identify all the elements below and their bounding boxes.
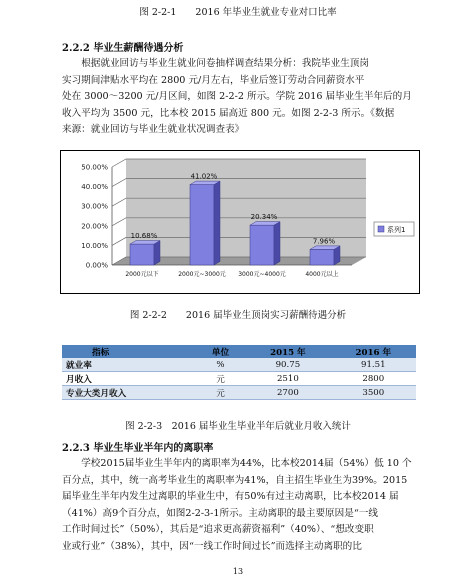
legend-swatch <box>378 226 384 232</box>
section-2-2-2-paragraph <box>62 56 418 139</box>
y-tick-label: 50.00% <box>81 163 108 172</box>
x-tick-label: 4000元以上 <box>305 271 339 278</box>
table-cell: 90.75 <box>245 358 330 372</box>
figure-2-2-3-caption: 图 2-2-3 2016 届毕业生毕业半年后就业月收入统计 <box>125 421 351 432</box>
bar-front <box>310 249 334 265</box>
table-row <box>62 372 416 386</box>
income-statistics-table <box>62 345 416 400</box>
bar-front <box>250 225 274 265</box>
table-header-cell: 指标 <box>62 345 196 358</box>
y-tick-label: 30.00% <box>81 202 108 211</box>
y-tick-label: 20.00% <box>81 222 108 231</box>
table-cell: 专业大类月收入 <box>62 386 196 400</box>
legend-label: 系列1 <box>387 226 406 234</box>
bar-value-label: 20.34% <box>250 213 278 222</box>
section-2-2-3-paragraph <box>62 456 418 556</box>
table-cell: 91.51 <box>331 358 416 372</box>
y-tick-label: 10.00% <box>81 241 108 250</box>
paragraph-line: 处在 3000～3200 元/月区间，如图 2-2-2 所示。学院 2016 届毕业生半年后的月 <box>62 91 412 103</box>
bar-value-label: 7.96% <box>312 237 336 246</box>
paragraph-line: 收入平均为 3500 元，比本校 2015 届高近 800 元。如图 2-2-3 所示。《数据 <box>62 107 395 119</box>
table-row <box>62 358 416 372</box>
salary-bar-chart <box>60 150 420 294</box>
table-row <box>62 386 416 400</box>
table-header-cell: 单位 <box>196 345 245 358</box>
table-cell: 2700 <box>245 386 330 400</box>
paragraph-line: 工作时间过长”（50%），其后是“追求更高薪资福利”（40%）、“想改变职 <box>62 524 374 536</box>
table-header-cell: 2016 年 <box>331 345 416 358</box>
bar-value-label: 10.68% <box>130 232 158 241</box>
table-cell: 3500 <box>331 386 416 400</box>
paragraph-line: 百分点，其中，统一高考毕业生的离职率为41%，自主招生毕业生为39%。2015 <box>62 474 408 486</box>
table-cell: % <box>196 358 245 372</box>
table-cell: 就业率 <box>62 358 196 372</box>
x-tick-label: 2000元以下 <box>125 271 159 278</box>
y-tick-label: 40.00% <box>81 183 108 192</box>
table-cell: 元 <box>196 386 245 400</box>
paragraph-line: （41%）高9个百分点，如图2-2-3-1所示。主动离职的最主要原因是“一线 <box>62 507 378 519</box>
page-number: 13 <box>232 567 244 576</box>
paragraph-line: 学校2015届毕业生半年内的离职率为44%，比本校2014届（54%）低 10 个 <box>81 458 412 469</box>
paragraph-line: 业或行业”（38%），其中，因“一线工作时间过长”而选择主动离职的比 <box>62 540 362 552</box>
section-2-2-3-heading: 2.2.3 毕业生毕业半年内的离职率 <box>62 443 214 454</box>
figure-2-2-1-caption: 图 2-2-1 2016 年毕业生就业专业对口比率 <box>139 7 337 18</box>
bar-side <box>154 241 160 265</box>
section-2-2-2-heading: 2.2.2 毕业生薪酬待遇分析 <box>62 43 184 54</box>
table-cell: 2800 <box>331 372 416 386</box>
table-cell: 2510 <box>245 372 330 386</box>
table-cell: 元 <box>196 372 245 386</box>
paragraph-line: 来源：就业回访与毕业生就业状况调查表》 <box>62 124 245 136</box>
table-cell: 月收入 <box>62 372 196 386</box>
paragraph-line: 实习期间津贴水平均在 2800 元/月左右，毕业后签订劳动合同薪资水平 <box>62 74 365 86</box>
bar-value-label: 41.02% <box>190 172 218 181</box>
x-tick-label: 3000元~4000元 <box>238 271 286 278</box>
bar-front <box>130 244 154 265</box>
figure-2-2-2-caption: 图 2-2-2 2016 届毕业生顶岗实习薪酬待遇分析 <box>129 310 347 321</box>
x-tick-label: 2000元~3000元 <box>178 271 226 278</box>
paragraph-line: 根据就业回访与毕业生就业问卷抽样调查结果分析：我院毕业生顶岗 <box>81 58 369 69</box>
table-header-cell: 2015 年 <box>245 345 330 358</box>
chart-legend <box>374 222 414 236</box>
paragraph-line: 届毕业生半年内发生过离职的毕业生中，有50%有过主动离职，比本校2014 届 <box>62 491 399 503</box>
y-tick-label: 0.00% <box>85 261 108 270</box>
bar-front <box>190 185 214 265</box>
bar-side <box>274 222 280 265</box>
bar-side <box>214 181 220 265</box>
table-header-row <box>62 345 416 358</box>
